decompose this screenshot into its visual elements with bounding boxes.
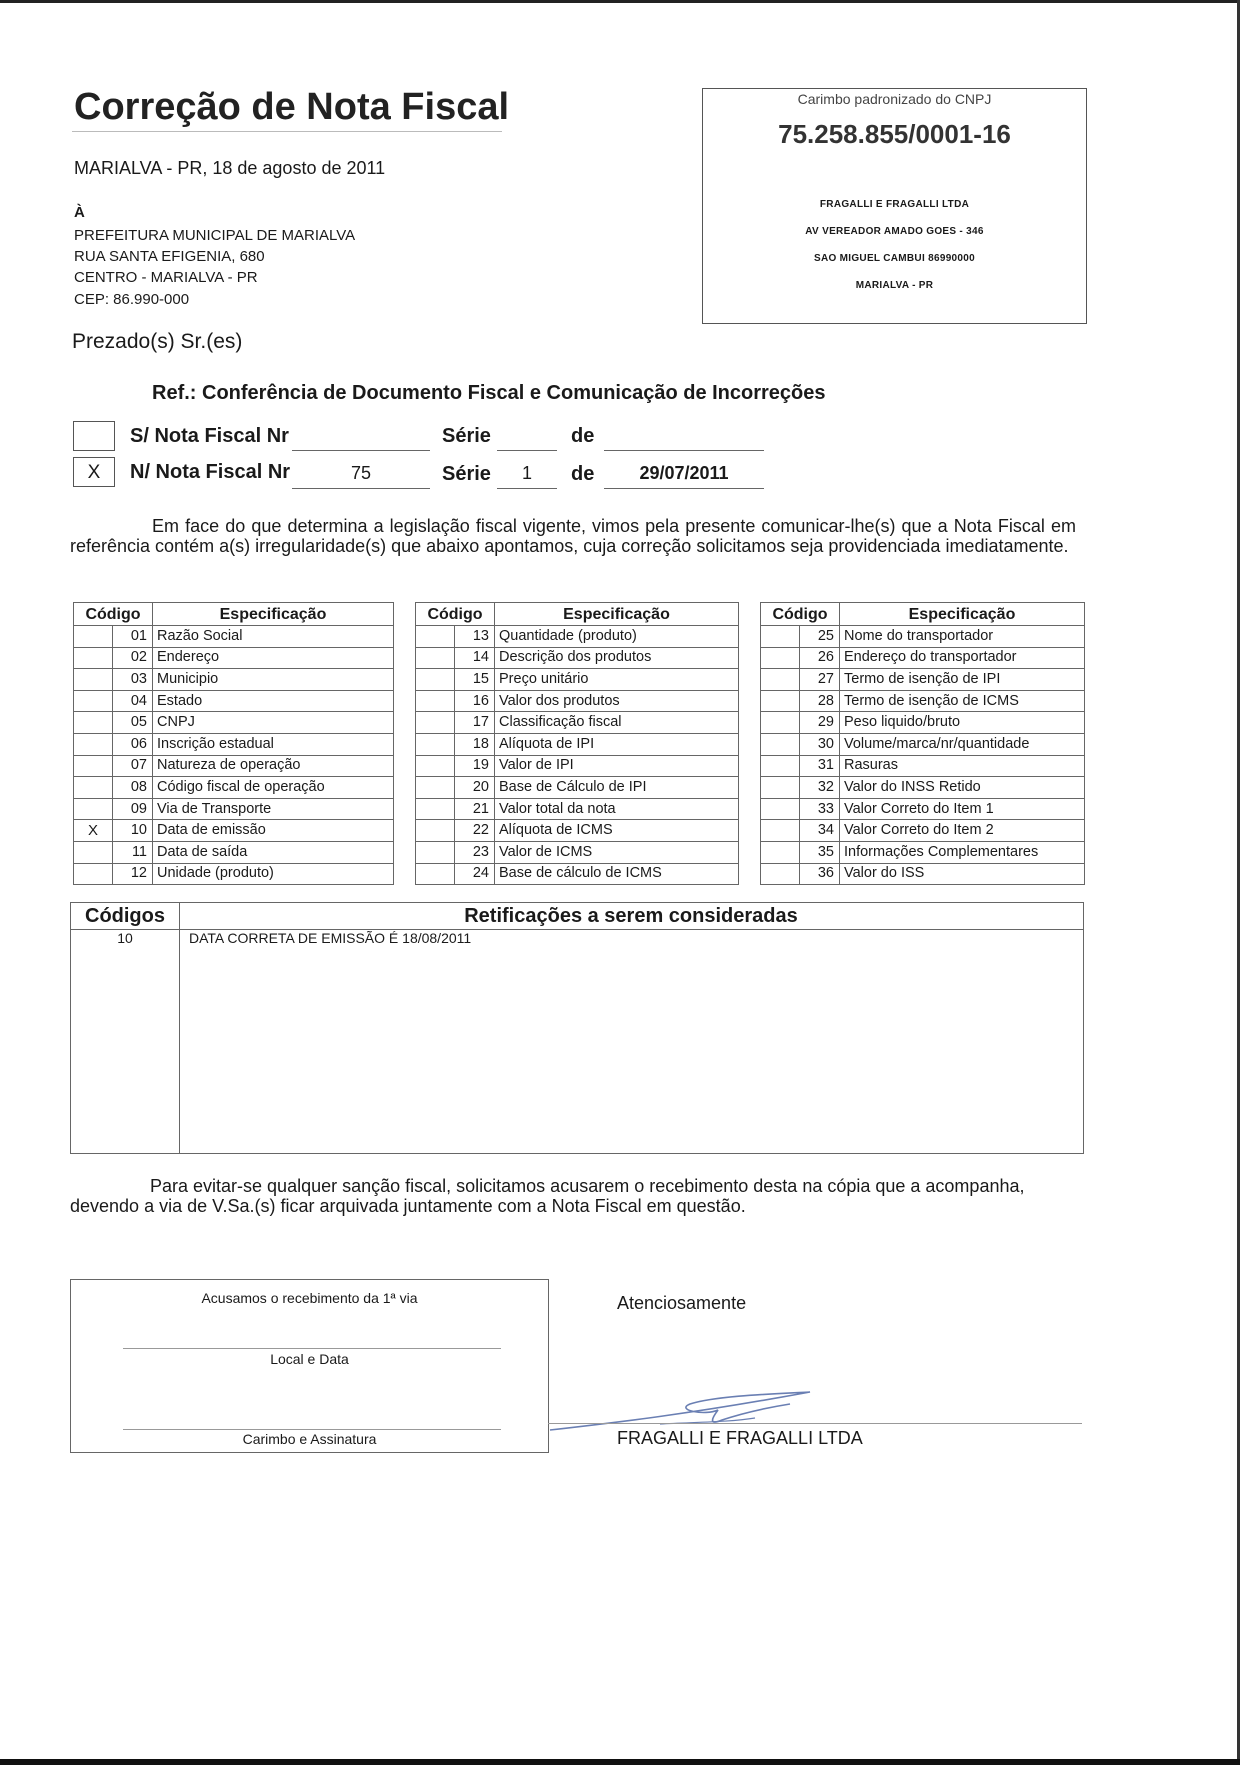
receipt-line xyxy=(123,1429,501,1430)
closing-paragraph xyxy=(70,1176,1076,1216)
table-row xyxy=(74,690,394,712)
codes-table-1 xyxy=(73,602,394,885)
table-row xyxy=(74,841,394,863)
row-mark[interactable] xyxy=(416,798,455,820)
row-code: 26 xyxy=(800,647,840,669)
row-code: 07 xyxy=(113,755,153,777)
row-code: 17 xyxy=(455,712,495,734)
recipient-line: CEP: 86.990-000 xyxy=(74,291,190,308)
receipt-line xyxy=(123,1348,501,1349)
row-spec: Natureza de operação xyxy=(153,755,394,777)
retification-text: DATA CORRETA DE EMISSÃO É 18/08/2011 xyxy=(189,930,472,946)
nf-de-label: de xyxy=(571,425,595,447)
row-spec: Razão Social xyxy=(153,626,394,648)
row-code: 29 xyxy=(800,712,840,734)
city-date: MARIALVA - PR, 18 de agosto de 2011 xyxy=(74,158,386,178)
nf-serie: 1 xyxy=(521,463,532,483)
page-border-top xyxy=(0,0,1240,3)
row-mark[interactable] xyxy=(74,841,113,863)
table-row xyxy=(416,820,739,842)
codes-table-2 xyxy=(415,602,739,885)
table-row xyxy=(761,798,1085,820)
row-code: 30 xyxy=(800,733,840,755)
table-row xyxy=(74,733,394,755)
row-mark[interactable] xyxy=(761,712,800,734)
row-code: 32 xyxy=(800,777,840,799)
table-row xyxy=(416,841,739,863)
row-mark[interactable] xyxy=(761,690,800,712)
row-spec: Base de cálculo de ICMS xyxy=(495,863,739,885)
nf-serie-label: Série xyxy=(442,425,491,447)
table-row xyxy=(416,647,739,669)
row-code: 08 xyxy=(113,777,153,799)
table-row xyxy=(416,733,739,755)
row-code: 25 xyxy=(800,626,840,648)
row-code: 16 xyxy=(455,690,495,712)
table-row xyxy=(74,863,394,885)
receipt-box xyxy=(70,1279,549,1453)
row-code: 13 xyxy=(455,626,495,648)
row-spec: Estado xyxy=(153,690,394,712)
table-row xyxy=(761,669,1085,691)
row-mark[interactable] xyxy=(761,733,800,755)
row-spec: Descrição dos produtos xyxy=(495,647,739,669)
row-code: 05 xyxy=(113,712,153,734)
row-spec: Nome do transportador xyxy=(840,626,1085,648)
page-border-bottom xyxy=(0,1759,1240,1765)
spec-column-header: Especificação xyxy=(495,603,739,626)
closing-paragraph-text: Para evitar-se qualquer sanção fiscal, solicitamos acusarem o recebimento desta na cópia que a acompanha, devendo a via de V.Sa.(s) ficar arquivada juntamente com a Nota Fiscal em questão. xyxy=(70,1176,1025,1216)
row-code: 01 xyxy=(113,626,153,648)
row-spec: Endereço do transportador xyxy=(840,647,1085,669)
cnpj-stamp xyxy=(702,88,1087,324)
table-row xyxy=(74,626,394,648)
recipient-line: CENTRO - MARIALVA - PR xyxy=(74,269,258,286)
row-mark[interactable] xyxy=(74,669,113,691)
row-code: 31 xyxy=(800,755,840,777)
row-spec: Valor total da nota xyxy=(495,798,739,820)
row-mark[interactable] xyxy=(416,777,455,799)
row-mark[interactable] xyxy=(74,647,113,669)
row-code: 33 xyxy=(800,798,840,820)
table-row xyxy=(761,733,1085,755)
row-mark[interactable] xyxy=(74,733,113,755)
receipt-header: Acusamos o recebimento da 1ª via xyxy=(201,1290,418,1306)
row-mark[interactable] xyxy=(761,647,800,669)
row-mark[interactable] xyxy=(416,841,455,863)
nf-serie-line xyxy=(497,450,557,451)
codes-table-3 xyxy=(760,602,1085,885)
row-spec: Alíquota de IPI xyxy=(495,733,739,755)
row-spec: Unidade (produto) xyxy=(153,863,394,885)
row-spec: Via de Transporte xyxy=(153,798,394,820)
nf-checkbox[interactable] xyxy=(73,421,115,451)
row-spec: Quantidade (produto) xyxy=(495,626,739,648)
stamp-header: Carimbo padronizado do CNPJ xyxy=(797,91,992,107)
row-mark[interactable] xyxy=(74,755,113,777)
table-row xyxy=(74,820,394,842)
code-column-header: Código xyxy=(74,603,153,626)
stamp-line: SAO MIGUEL CAMBUI 86990000 xyxy=(814,253,975,264)
table-row xyxy=(416,690,739,712)
spec-column-header: Especificação xyxy=(840,603,1085,626)
closing-salutation: Atenciosamente xyxy=(617,1293,747,1313)
row-mark[interactable] xyxy=(761,669,800,691)
nf-checkbox[interactable]: X xyxy=(73,457,115,487)
nf-date-line xyxy=(604,488,764,489)
table-row xyxy=(74,647,394,669)
table-row xyxy=(761,820,1085,842)
row-code: 28 xyxy=(800,690,840,712)
row-code: 03 xyxy=(113,669,153,691)
code-column-header: Código xyxy=(416,603,495,626)
document-title: Correção de Nota Fiscal xyxy=(74,86,510,128)
row-mark[interactable] xyxy=(761,820,800,842)
row-mark[interactable] xyxy=(416,863,455,885)
row-spec: Valor de IPI xyxy=(495,755,739,777)
company-name: FRAGALLI E FRAGALLI LTDA xyxy=(617,1428,863,1448)
row-mark[interactable] xyxy=(416,820,455,842)
code-column-header: Código xyxy=(761,603,840,626)
row-mark[interactable] xyxy=(761,798,800,820)
retification-code: 10 xyxy=(117,930,133,946)
row-mark[interactable] xyxy=(74,712,113,734)
nf-number-line xyxy=(292,450,430,451)
row-mark[interactable] xyxy=(74,798,113,820)
reference-line: Ref.: Conferência de Documento Fiscal e Comunicação de Incorreções xyxy=(152,382,826,404)
nf-label: S/ Nota Fiscal Nr xyxy=(130,425,289,447)
row-mark[interactable] xyxy=(761,863,800,885)
row-spec: Endereço xyxy=(153,647,394,669)
nf-serie-label: Série xyxy=(442,463,491,485)
table-row xyxy=(74,755,394,777)
row-spec: Valor do ISS xyxy=(840,863,1085,885)
spec-column-header: Especificação xyxy=(153,603,394,626)
table-row xyxy=(416,669,739,691)
table-row xyxy=(416,755,739,777)
row-code: 22 xyxy=(455,820,495,842)
row-mark[interactable] xyxy=(74,863,113,885)
row-mark[interactable] xyxy=(761,755,800,777)
row-spec: Valor dos produtos xyxy=(495,690,739,712)
row-spec: Municipio xyxy=(153,669,394,691)
row-spec: Base de Cálculo de IPI xyxy=(495,777,739,799)
row-code: 19 xyxy=(455,755,495,777)
row-mark[interactable] xyxy=(74,777,113,799)
row-spec: CNPJ xyxy=(153,712,394,734)
row-spec: Termo de isenção de ICMS xyxy=(840,690,1085,712)
row-code: 20 xyxy=(455,777,495,799)
nf-serie-line xyxy=(497,488,557,489)
table-row xyxy=(74,777,394,799)
row-spec: Rasuras xyxy=(840,755,1085,777)
signature-line xyxy=(548,1423,1082,1424)
row-code: 11 xyxy=(113,841,153,863)
row-code: 15 xyxy=(455,669,495,691)
recipient-prefix: À xyxy=(74,204,85,221)
row-spec: Valor do INSS Retido xyxy=(840,777,1085,799)
row-spec: Data de emissão xyxy=(153,820,394,842)
stamp-line: AV VEREADOR AMADO GOES - 346 xyxy=(805,226,984,237)
row-code: 10 xyxy=(113,820,153,842)
row-code: 09 xyxy=(113,798,153,820)
row-mark[interactable] xyxy=(416,669,455,691)
row-code: 02 xyxy=(113,647,153,669)
row-spec: Alíquota de ICMS xyxy=(495,820,739,842)
table-row xyxy=(761,755,1085,777)
nf-number: 75 xyxy=(350,463,372,483)
row-mark[interactable] xyxy=(761,626,800,648)
row-mark[interactable] xyxy=(416,626,455,648)
stamp-line: MARIALVA - PR xyxy=(855,280,934,291)
nf-number-line xyxy=(292,488,430,489)
row-code: 24 xyxy=(455,863,495,885)
table-row xyxy=(761,626,1085,648)
row-spec: Classificação fiscal xyxy=(495,712,739,734)
row-code: 04 xyxy=(113,690,153,712)
table-row xyxy=(416,626,739,648)
table-row xyxy=(416,777,739,799)
table-row xyxy=(74,798,394,820)
row-mark[interactable] xyxy=(761,841,800,863)
row-mark[interactable] xyxy=(761,777,800,799)
table-row xyxy=(74,712,394,734)
nf-de-label: de xyxy=(571,463,595,485)
table-row xyxy=(761,647,1085,669)
row-spec: Preço unitário xyxy=(495,669,739,691)
recipient-line: RUA SANTA EFIGENIA, 680 xyxy=(74,248,265,265)
row-spec: Data de saída xyxy=(153,841,394,863)
row-code: 21 xyxy=(455,798,495,820)
row-mark[interactable] xyxy=(416,733,455,755)
row-code: 36 xyxy=(800,863,840,885)
row-spec: Peso liquido/bruto xyxy=(840,712,1085,734)
stamp-line: FRAGALLI E FRAGALLI LTDA xyxy=(819,199,970,210)
table-row xyxy=(761,777,1085,799)
row-spec: Valor de ICMS xyxy=(495,841,739,863)
table-row xyxy=(761,863,1085,885)
retifications-box xyxy=(70,902,1084,1154)
title-underline xyxy=(72,131,502,132)
retifications-divider xyxy=(179,929,180,1153)
row-spec: Termo de isenção de IPI xyxy=(840,669,1085,691)
nf-date-line xyxy=(604,450,764,451)
row-mark[interactable] xyxy=(416,647,455,669)
table-row xyxy=(761,841,1085,863)
row-code: 27 xyxy=(800,669,840,691)
table-row xyxy=(416,712,739,734)
retifications-text-header: Retificações a serem consideradas xyxy=(179,903,1083,930)
retifications-codes-header: Códigos xyxy=(71,903,180,930)
table-row xyxy=(761,690,1085,712)
greeting: Prezado(s) Sr.(es) xyxy=(72,330,243,353)
nf-label: N/ Nota Fiscal Nr xyxy=(130,461,291,483)
row-mark[interactable] xyxy=(416,712,455,734)
table-row xyxy=(74,669,394,691)
row-mark[interactable] xyxy=(416,755,455,777)
row-code: 12 xyxy=(113,863,153,885)
receipt-local-data: Local e Data xyxy=(270,1351,349,1367)
table-row xyxy=(416,798,739,820)
row-code: 18 xyxy=(455,733,495,755)
receipt-carimbo: Carimbo e Assinatura xyxy=(242,1431,377,1447)
row-spec: Informações Complementares xyxy=(840,841,1085,863)
row-mark[interactable]: X xyxy=(74,820,113,842)
row-spec: Valor Correto do Item 1 xyxy=(840,798,1085,820)
nf-date: 29/07/2011 xyxy=(639,463,729,483)
row-code: 23 xyxy=(455,841,495,863)
row-code: 35 xyxy=(800,841,840,863)
row-mark[interactable] xyxy=(74,626,113,648)
row-spec: Inscrição estadual xyxy=(153,733,394,755)
row-code: 14 xyxy=(455,647,495,669)
table-row xyxy=(761,712,1085,734)
recipient-line: PREFEITURA MUNICIPAL DE MARIALVA xyxy=(74,227,356,244)
row-spec: Volume/marca/nr/quantidade xyxy=(840,733,1085,755)
stamp-cnpj: 75.258.855/0001-16 xyxy=(778,119,1011,149)
table-row xyxy=(416,863,739,885)
intro-paragraph xyxy=(70,516,1076,556)
intro-paragraph-text: Em face do que determina a legislação fiscal vigente, vimos pela presente comunicar-lhe(s) que a Nota Fiscal em referência contém a(s) irregularidade(s) que abaixo apontamos, cuja correção solicitamos seja providenciada imediatamente. xyxy=(70,516,1076,556)
row-mark[interactable] xyxy=(74,690,113,712)
row-code: 34 xyxy=(800,820,840,842)
row-mark[interactable] xyxy=(416,690,455,712)
row-spec: Valor Correto do Item 2 xyxy=(840,820,1085,842)
row-spec: Código fiscal de operação xyxy=(153,777,394,799)
row-code: 06 xyxy=(113,733,153,755)
